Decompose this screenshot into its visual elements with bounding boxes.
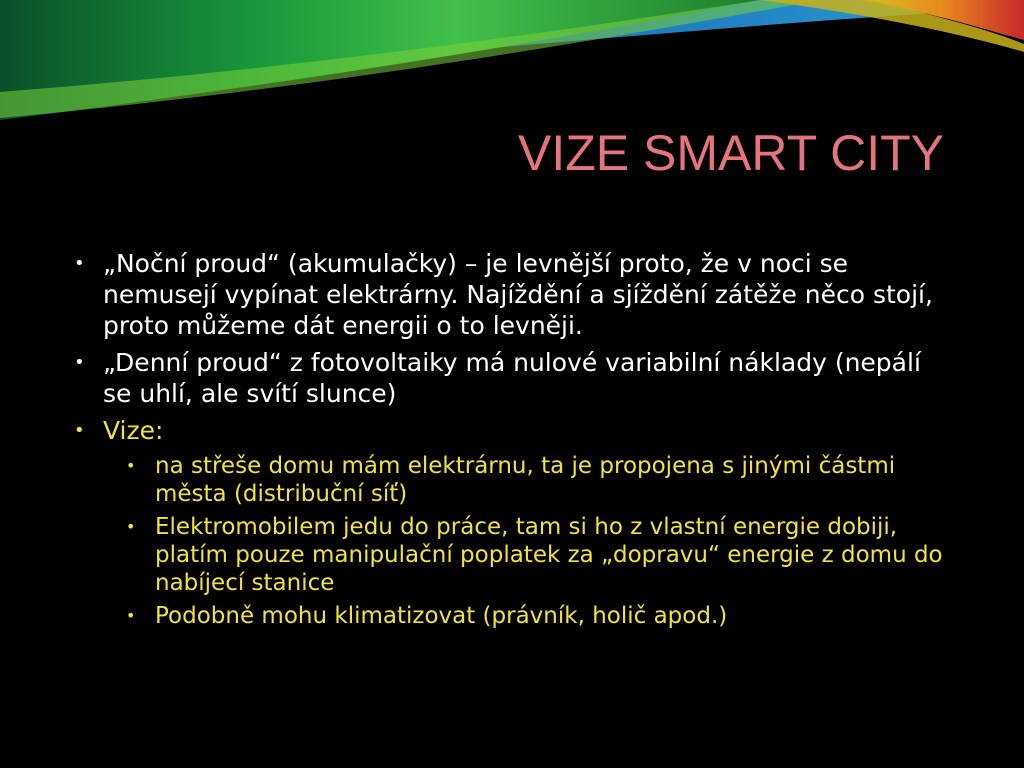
sub-bullet-item xyxy=(103,513,952,597)
bullet-marker: • xyxy=(74,352,85,373)
bullet-text: Vize: xyxy=(103,416,164,445)
bullet-marker: • xyxy=(126,517,136,536)
bullet-item xyxy=(72,347,952,409)
content-area xyxy=(72,248,952,635)
sub-bullet-text: Podobně mohu klimatizovat (právník, holič apod.) xyxy=(155,603,728,629)
sub-bullet-list xyxy=(72,452,952,630)
bullet-marker: • xyxy=(74,420,85,441)
sub-bullet-text: Elektromobilem jedu do práce, tam si ho z vlastní energie dobiji, platím pouze manipulační poplatek za „dopravu“ energie z domu do nabíjecí stanice xyxy=(155,514,943,596)
bullet-text: „Noční proud“ (akumulačky) – je levnější proto, že v noci se nemusejí vypínat elektrárny. Najíždění a sjíždění zátěže něco stojí, proto můžeme dát energii o to levněji. xyxy=(103,249,933,340)
bullet-marker: • xyxy=(74,253,85,274)
sub-bullet-item xyxy=(103,452,952,508)
decorative-banner xyxy=(0,0,1024,140)
bullet-list xyxy=(72,248,952,446)
bullet-text: „Denní proud“ z fotovoltaiky má nulové variabilní náklady (nepálí se uhlí, ale svítí slunce) xyxy=(103,348,921,408)
slide-title: VIZE SMART CITY xyxy=(517,125,944,181)
bullet-item xyxy=(72,248,952,341)
bullet-marker: • xyxy=(126,606,136,625)
sub-bullet-item xyxy=(103,602,952,630)
bullet-marker: • xyxy=(126,456,136,475)
sub-bullet-text: na střeše domu mám elektrárnu, ta je propojena s jinými částmi města (distribuční síť) xyxy=(155,453,896,507)
bullet-item-vize xyxy=(72,415,952,446)
